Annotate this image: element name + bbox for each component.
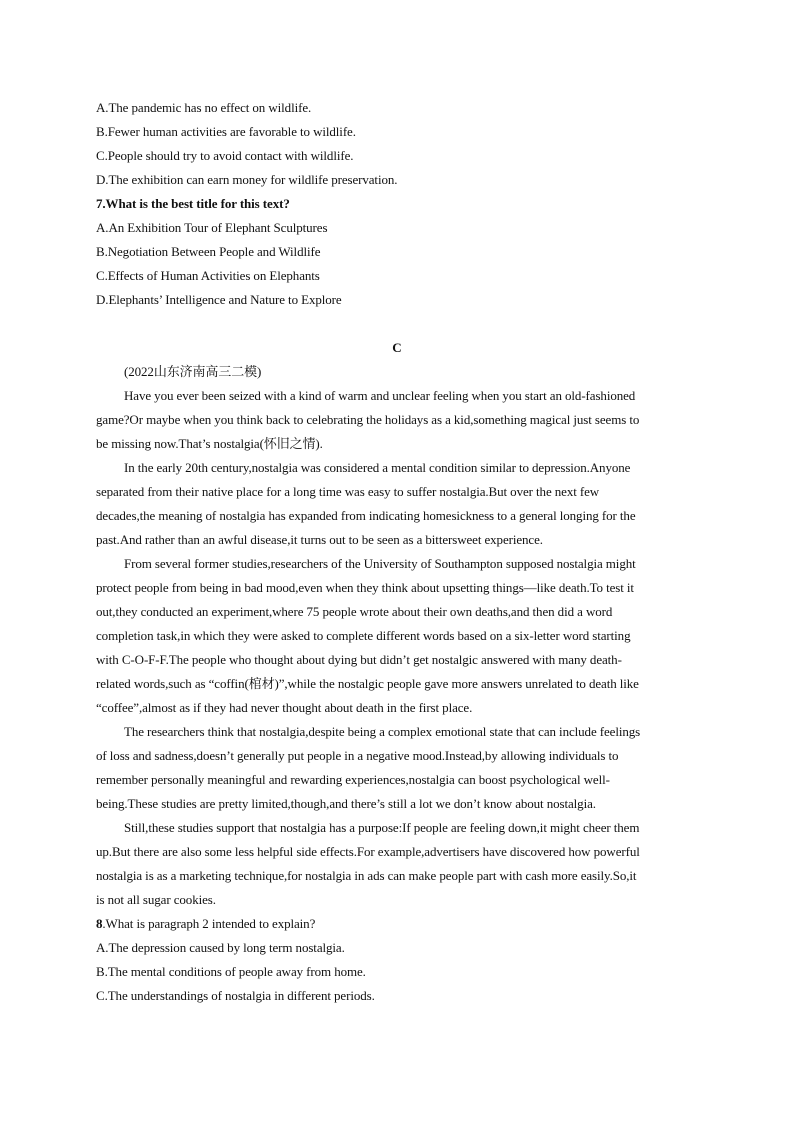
passage-line: with C-O-F-F.The people who thought about dying but didn’t get nostalgic answered with many death- (96, 652, 622, 667)
passage-line: be missing now.That’s nostalgia(怀旧之情). (96, 436, 323, 451)
passage-line: decades,the meaning of nostalgia has expanded from indicating homesickness to a general longing for the (96, 508, 636, 523)
q6-option-c: C.People should try to avoid contact with wildlife. (96, 148, 354, 163)
q8-option-b: B.The mental conditions of people away from home. (96, 964, 366, 979)
q6-option-a: A.The pandemic has no effect on wildlife. (96, 100, 312, 115)
passage-line: nostalgia is as a marketing technique,for nostalgia in ads can make people part with cash more easily.So,it (96, 868, 637, 883)
passage-source: (2022山东济南高三二模) (124, 364, 262, 379)
q8-option-a: A.The depression caused by long term nostalgia. (96, 940, 345, 955)
passage-line: up.But there are also some less helpful side effects.For example,advertisers have discovered how powerful (96, 844, 640, 859)
passage-line: In the early 20th century,nostalgia was considered a mental condition similar to depression.Anyone (124, 460, 631, 475)
passage-line: protect people from being in bad mood,even when they think about upsetting things—like death.To test it (96, 580, 634, 595)
passage-line: being.These studies are pretty limited,though,and there’s still a lot we don’t know about nostalgia. (96, 796, 596, 811)
q8-question (96, 916, 696, 932)
passage-line: Have you ever been seized with a kind of warm and unclear feeling when you start an old-fashioned (124, 388, 636, 403)
passage-line: From several former studies,researchers of the University of Southampton supposed nostalgia might (124, 556, 636, 571)
q6-option-b: B.Fewer human activities are favorable to wildlife. (96, 124, 356, 139)
passage-line: out,they conducted an experiment,where 75 people wrote about their own deaths,and then did a word (96, 604, 613, 619)
q8-number: 8 (96, 916, 103, 931)
q7-question: 7.What is the best title for this text? (96, 196, 290, 211)
passage-line: The researchers think that nostalgia,despite being a complex emotional state that can include feelings (124, 724, 641, 739)
passage-line: game?Or maybe when you think back to celebrating the holidays as a kid,something magical just seems to (96, 412, 640, 427)
passage-line: separated from their native place for a long time was easy to suffer nostalgia.But over the next few (96, 484, 600, 499)
q6-option-d: D.The exhibition can earn money for wildlife preservation. (96, 172, 398, 187)
passage-line: remember personally meaningful and rewarding experiences,nostalgia can boost psychological well- (96, 772, 610, 787)
passage-line: related words,such as “coffin(棺材)”,while the nostalgic people gave more answers unrelated to death like (96, 676, 639, 691)
passage-line: completion task,in which they were asked to complete different words based on a six-letter word starting (96, 628, 631, 643)
passage-line: Still,these studies support that nostalgia has a purpose:If people are feeling down,it might cheer them (124, 820, 640, 835)
q8-option-c: C.The understandings of nostalgia in different periods. (96, 988, 375, 1003)
passage-line: of loss and sadness,doesn’t generally put people in a negative mood.Instead,by allowing individuals to (96, 748, 619, 763)
q7-option-a: A.An Exhibition Tour of Elephant Sculptures (96, 220, 328, 235)
q7-option-d: D.Elephants’ Intelligence and Nature to Explore (96, 292, 342, 307)
q7-option-c: C.Effects of Human Activities on Elephants (96, 268, 320, 283)
passage-line: is not all sugar cookies. (96, 892, 216, 907)
passage-line: “coffee”,almost as if they had never thought about death in the first place. (96, 700, 473, 715)
passage-line: past.And rather than an awful disease,it turns out to be seen as a bittersweet experience. (96, 532, 543, 547)
q7-option-b: B.Negotiation Between People and Wildlife (96, 244, 321, 259)
section-heading: C (392, 340, 402, 355)
q8-text: .What is paragraph 2 intended to explain? (102, 916, 316, 931)
